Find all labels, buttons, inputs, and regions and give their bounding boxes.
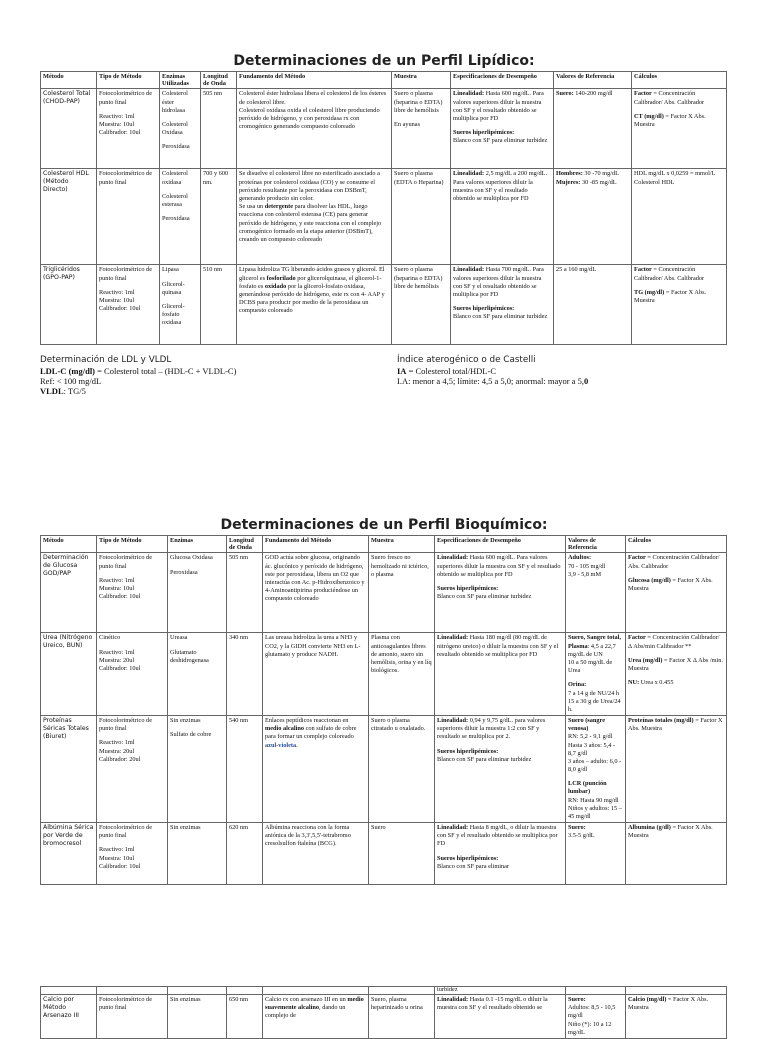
cell-fundamento: Colesterol éster hidrolasa libera el colesterol de los ésteres de colesterol libre. Colesterol oxidasa oxida el colesterol libre produciendo peróxido de hidrógeno, y con peroxidasa rx con cromogénico generando compuesto coloreado <box>237 89 392 169</box>
table-row <box>41 716 727 823</box>
header-fundamento: Fundamento del Método <box>237 72 392 89</box>
header-especificaciones: Especificaciones de Desempeño <box>451 72 554 89</box>
cell-muestra: Suero <box>369 823 435 885</box>
cell-fundamento: Calcio rx con arsenazo III en un medio suavemente alcalino, dando un complejo de <box>263 995 369 1039</box>
header-enzimas: Enzimas <box>168 536 227 553</box>
header-tipo: Tipo de Método <box>97 72 160 89</box>
cell-calculos: Factor = Concentración Calibrador/ Δ Abs/min Calibrador ** Urea (mg/dl) = Factor X Δ Abs /min. Muestra NU: Urea x 0.455 <box>626 633 727 716</box>
cell-metodo: Albúmina Sérica por Verde de bromocresol <box>41 823 97 885</box>
castelli-notes <box>397 355 588 386</box>
header-calculos: Cálculos <box>632 72 727 89</box>
cell-calculos: Factor = Concentración Calibrador/ Abs. Calibrador TG (mg/dl) = Factor X Abs. Muestra <box>632 265 727 345</box>
ldl-ref: Ref: < 100 mg/dL <box>40 375 102 386</box>
castelli-formula: IA = Colesterol total/HDL-C <box>397 365 496 376</box>
header-valores: Valores de Referencia <box>566 536 626 553</box>
cell-fundamento: Albúmina reacciona con la forma aniónica de la 3,3',5,5'-tetrabromo cresolsulfon ftaleína (BCG). <box>263 823 369 885</box>
bio-table-continued <box>40 986 727 1039</box>
table-row <box>41 265 727 345</box>
header-onda: Longitud de Onda <box>227 536 263 553</box>
cell-metodo: Proteínas Séricas Totales (Biuret) <box>41 716 97 823</box>
cell-enzimas: Lipasa Glicerol-quinasa Glicerol-fosfato oxidasa <box>160 265 201 345</box>
cell-onda: 505 nm <box>201 89 237 169</box>
cell-tipo: Cinético Reactivo: 1ml Muestra: 20ul Calibrador: 10ul <box>97 633 168 716</box>
cell-fundamento: Lipasa hidroliza TG liberando ácidos grasos y glicerol. El glicerol es fosforilado por glicerolquinasa, el glicerol-1- fosfato es oxidado por la glicerol-fosfato oxidasa, generándose peróxido de hidrógeno, este rx con 4- AAP y DCBS para producir por medio de la peroxidasa un compuesto coloreado <box>237 265 392 345</box>
ldl-formula: LDL-C (mg/dl) = Colesterol total – (HDL-C + VLDL-C) <box>40 365 237 376</box>
cell-especificaciones: Linealidad: 2,5 mg/dL a 200 mg/dL. Para valores superiores diluir la muestra con SF y el resultado obtenido se multiplica por FD <box>451 169 554 265</box>
header-calculos: Cálculos <box>626 536 727 553</box>
cell-muestra: Suero o plasma (EDTA o Heparina) <box>392 169 451 265</box>
cell-onda: 650 nm <box>227 995 263 1039</box>
cell-onda: 700 y 600 nm. <box>201 169 237 265</box>
cell-onda: 505 nm <box>227 553 263 633</box>
cell-muestra: Plasma con anticoagulantes libres de amonio, suero sin hemólisis, orina y en líq biológicos. <box>369 633 435 716</box>
cell-metodo: Determinación de Glucosa GOD/PAP <box>41 553 97 633</box>
header-fundamento: Fundamento del Método <box>263 536 369 553</box>
ldl-notes <box>40 355 236 396</box>
table-row <box>41 987 727 995</box>
cell-muestra: Suero, plasma heparinizado u orina <box>369 995 435 1039</box>
cell-fundamento: Enlaces peptídicos reaccionan en medio alcalino con sulfato de cobre para formar un complejo coloreado azul-violeta. <box>263 716 369 823</box>
castelli-ranges: I.A: menor a 4,5; límite: 4,5 a 5,0; anormal: mayor a 5,0 <box>397 375 589 386</box>
cell-tipo: Fotocolorimétrico de punto final Reactivo: 1ml Muestra: 20ul Calibrador: 20ul <box>97 716 168 823</box>
lipid-header-row <box>41 72 727 89</box>
cell-enzimas: Colesterol éster hidrolasa Colesterol Oxidasa Peroxidasa <box>160 89 201 169</box>
header-muestra: Muestra <box>392 72 451 89</box>
cell-fundamento: Las ureasa hidroliza la urea a NH3 y CO2, y la GIDH convierte NH3 en L-glutamato y produce NADH. <box>263 633 369 716</box>
table-row <box>41 553 727 633</box>
table-row <box>41 633 727 716</box>
cell-enzimas: Glucosa Oxidasa Peroxidasa <box>168 553 227 633</box>
bio-table <box>40 535 727 885</box>
cell-especificaciones: turbidez <box>435 987 566 995</box>
cell-especificaciones: Linealidad: Hasta 600 mg/dL. Para valores superiores diluir la muestra con SF y el resultado obtenido se multiplica por FD Sueros hiperlipémicos: Blanco con SF para eliminar turbidez <box>451 89 554 169</box>
cell-enzimas: Colesterol oxidasa Colesterol esterasa Peroxidasa <box>160 169 201 265</box>
cell-valores: Hombres: 30 -70 mg/dL Mujeres: 30 -85 mg/dL <box>554 169 632 265</box>
cell-especificaciones: Linealidad: Hasta 600 mg/dL. Para valores superiores diluir la muestra con SF y el resultado obtenido se multiplica por FD Sueros hiperlipémicos: Blanco con SF para eliminar turbidez <box>435 553 566 633</box>
cell-muestra: Suero o plasma (heparina o EDTA) libre de hemólisis <box>392 265 451 345</box>
castelli-heading: Índice aterogénico o de Castelli <box>397 355 536 365</box>
cell-metodo: Colesterol HDL (Método Directo) <box>41 169 97 265</box>
table-row <box>41 995 727 1039</box>
cell-metodo: Urea (Nitrógeno Ureico, BUN) <box>41 633 97 716</box>
cell-enzimas: Sin enzimas Sulfato de cobre <box>168 716 227 823</box>
cell-valores: Suero (sangre venosa) RN: 5,2 - 9,1 g/dl Hasta 3 años: 5,4 - 8,7 g/dl 3 años – adulto: 6,0 - 8,0 g/dl LCR (punción lumbar) RN: Hasta 90 mg/dl Niños y adultos: 15 – 45 mg/dl <box>566 716 626 823</box>
cell-especificaciones: Linealidad: Hasta 700 mg/dL. Para valores superiores diluir la muestra con SF y el resultado obtenido se multiplica por FD Sueros hiperlipémicos: Blanco con SF para eliminar turbidez <box>451 265 554 345</box>
cell-especificaciones: Linealidad: 0,94 y 9,75 g/dL. para valores superiores diluir la muestra 1:2 con SF y resultado se multiplica por 2. Sueros hiperlipémicos: Blanco con SF para eliminar turbidez <box>435 716 566 823</box>
cell-muestra: Suero o plasma (heparina o EDTA) libre de hemólisis En ayunas <box>392 89 451 169</box>
cell-especificaciones: Linealidad: Hasta 180 mg/dl (80 mg/dL de nitrógeno ureico) o diluir la muestra con SF y el resultado obtenido se multiplica por FD <box>435 633 566 716</box>
cell-enzimas: Sin enzimas <box>168 823 227 885</box>
bio-title: Determinaciones de un Perfil Bioquímico: <box>220 517 548 533</box>
cell-tipo: Fotocolorimétrico de punto final Reactivo: 1ml Muestra: 10ul Calibrador: 10ul <box>97 553 168 633</box>
cell-onda: 620 nm <box>227 823 263 885</box>
cell-valores: 25 a 160 mg/dL <box>554 265 632 345</box>
header-especificaciones: Especificaciones de Desempeño <box>435 536 566 553</box>
cell-metodo: Triglicéridos (GPO-PAP) <box>41 265 97 345</box>
cell-onda: 340 nm <box>227 633 263 716</box>
cell-tipo: Fotocolorimétrico de punto final Reactivo: 1ml Muestra: 10ul Calibrador: 10ul <box>97 265 160 345</box>
cell-valores: Suero: 3.5-5 g/dL <box>566 823 626 885</box>
bio-header-row <box>41 536 727 553</box>
cell-calculos: Factor = Concentración Calibrador/ Abs. Calibrador CT (mg/dl) = Factor X Abs. Muestra <box>632 89 727 169</box>
cell-metodo: Calcio por Método Arsenazo III <box>41 995 97 1039</box>
cell-tipo: Fotocolorimétrico de punto final <box>97 169 160 265</box>
cell-calculos: Factor = Concentración Calibrador/ Abs. Calibrador Glucosa (mg/dl) = Factor X Abs. Muestra <box>626 553 727 633</box>
cell-especificaciones: Linealidad: Hasta 0.1 -15 mg/dL o diluir la muestra con SF y el resultado obtenido se <box>435 995 566 1039</box>
header-enzimas: Enzimas Utilizadas <box>160 72 201 89</box>
cell-valores: Suero: Adultos: 8,5 - 10,5 mg/dl Niño (*): 10 a 12 mg/dL <box>566 995 626 1039</box>
cell-onda: 510 nm <box>201 265 237 345</box>
cell-enzimas: Sin enzimas <box>168 995 227 1039</box>
cell-calculos: Calcio (mg/dl) = Factor X Abs. Muestra <box>626 995 727 1039</box>
header-valores: Valores de Referencia <box>554 72 632 89</box>
cell-tipo: Fotocolorimétrico de punto final Reactivo: 1ml Muestra: 10ul Calibrador: 10ul <box>97 89 160 169</box>
cell-calculos: Albumina (g/dl) = Factor X Abs. Muestra <box>626 823 727 885</box>
lipid-table <box>40 71 727 345</box>
cell-valores: Suero, Sangre total, Plasma: 4,5 a 22,7 mg/dL de UN 10 a 50 mg/dL de Urea Orina: 7 a 14 g de NU/24 h 15 a 30 g de Urea/24 h. <box>566 633 626 716</box>
table-row <box>41 169 727 265</box>
vldl-formula: VLDL: TG/5 <box>40 385 86 396</box>
cell-fundamento: GOD actúa sobre glucosa, originando ác. glucónico y peróxido de hidrógeno, este por peroxidasa, libera un O2 que interactúa con Ac. p-Hidroxibenzoico y 4-Aminoantipirina produciéndose un compuesto coloreado <box>263 553 369 633</box>
header-muestra: Muestra <box>369 536 435 553</box>
ldl-heading: Determinación de LDL y VLDL <box>40 355 172 365</box>
cell-onda: 540 nm <box>227 716 263 823</box>
header-metodo: Método <box>41 72 97 89</box>
cell-fundamento: Se disuelve el colesterol libre no esterificado asociado a proteínas por colesterol oxidasa (CO) y se consume el peróxido resultante por la peroxidasa con DSBmT, generando producto sin color. Se usa un detergente para disolver las HDL, luego reacciona con colesterol esterasa (CE) para generar peróxido de hidrógeno, y este reacciona con el complejo cromogénico formado en la etapa anterior (DSBmT), creando un compuesto coloreado <box>237 169 392 265</box>
cell-metodo: Colesterol Total (CHOD-PAP) <box>41 89 97 169</box>
header-tipo: Tipo de Método <box>97 536 168 553</box>
cell-muestra: Suero o plasma citratado u oxalatado. <box>369 716 435 823</box>
cell-valores: Suero: 140-200 mg/dl <box>554 89 632 169</box>
cell-especificaciones: Linealidad: Hasta 8 mg/dL, o diluir la muestra con SF y el resultado obtenido se multiplica por FD Sueros hiperlipémicos: Blanco con SF para eliminar <box>435 823 566 885</box>
cell-valores: Adultos: 70 - 105 mg/dl 3,9 - 5,8 mM <box>566 553 626 633</box>
header-onda: Longitud de Onda <box>201 72 237 89</box>
lipid-title: Determinaciones de un Perfil Lipídico: <box>233 53 535 69</box>
cell-calculos: Proteínas totales (mg/dl) = Factor X Abs. Muestra <box>626 716 727 823</box>
header-metodo: Método <box>41 536 97 553</box>
cell-muestra: Suero fresco no hemolizado ni ictérico, o plasma <box>369 553 435 633</box>
cell-tipo: Fotocolorimétrico de punto final Reactivo: 1ml Muestra: 10ul Calibrador: 10ul <box>97 823 168 885</box>
cell-calculos: HDL mg/dL x 0,0259 = mmol/L Colesterol HDL <box>632 169 727 265</box>
cell-enzimas: Ureasa Glutamato deshidrogenasa <box>168 633 227 716</box>
table-row <box>41 823 727 885</box>
cell-tipo: Fotocolorimétrico de punto final <box>97 995 168 1039</box>
table-row <box>41 89 727 169</box>
